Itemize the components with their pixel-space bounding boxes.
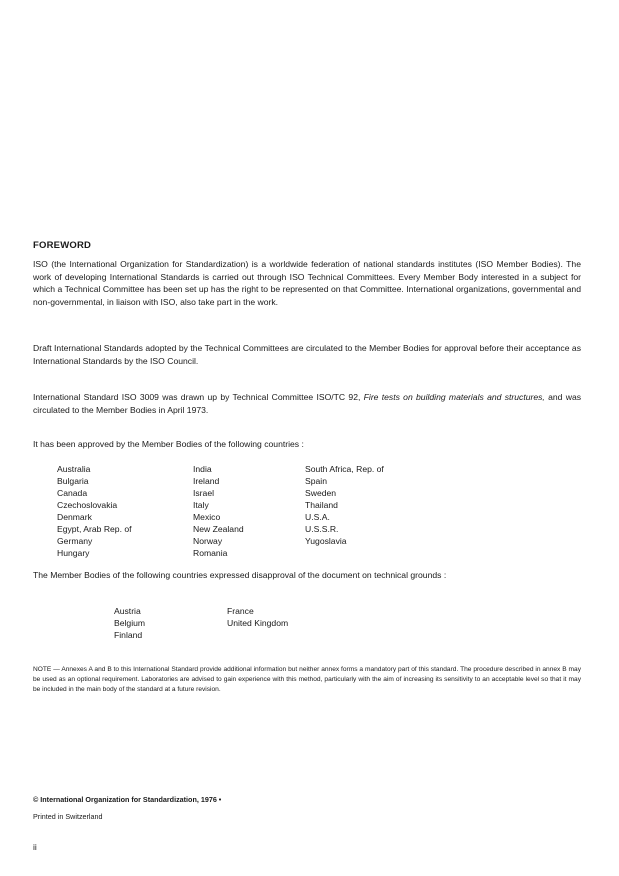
approval-intro: It has been approved by the Member Bodies of the following countries : [33,439,304,449]
country: Bulgaria [57,476,89,486]
country: Israel [193,488,215,498]
disapproving-countries-col1 [114,605,145,641]
country: Czechoslovakia [57,500,118,510]
country: New Zealand [193,524,244,534]
country: Romania [193,548,228,558]
country: Sweden [305,488,337,498]
country: Canada [57,488,88,498]
country: Thailand [305,500,338,510]
copyright-line: © International Organization for Standardization, 1976 • [33,795,222,804]
foreword-heading: FOREWORD [33,240,92,251]
country: Finland [114,630,143,640]
country: Austria [114,606,141,616]
country: Denmark [57,512,92,522]
country: Yugoslavia [305,536,347,546]
paragraph-standard-origin [33,391,581,416]
country: Australia [57,464,91,474]
disapproving-countries-col2 [227,605,288,629]
country: U.S.A. [305,512,330,522]
disapproval-intro: The Member Bodies of the following countries expressed disapproval of the document on technical grounds : [33,570,447,580]
committee-title: Fire tests on building materials and structures, [363,392,545,402]
country: Ireland [193,476,220,486]
country: India [193,464,212,474]
country: Hungary [57,548,90,558]
origin-text-after: and was circulated to the Member Bodies in April 1973. [33,392,582,415]
approved-countries-col1 [57,463,132,559]
country: Spain [305,476,327,486]
paragraph-draft-standards: Draft International Standards adopted by the Technical Committees are circulated to the Member Bodies for approval before their acceptance as International Standards by the ISO Council. [33,343,581,366]
country: U.S.S.R. [305,524,339,534]
country: South Africa, Rep. of [305,464,384,474]
country: Norway [193,536,223,546]
country: France [227,606,254,616]
country: Germany [57,536,93,546]
country: Belgium [114,618,146,628]
note-text: NOTE — Annexes A and B to this International Standard provide additional information but neither annex forms a mandatory part of this standard. The procedure described in annex B may be used as an optional requirement. Laboratories are advised to gain experience with this method, particularly with the aim of increasing its sensitivity to an acceptable level so that it may be included in the main body of the standard at a future revision. [33,666,581,694]
country: Egypt, Arab Rep. of [57,524,132,534]
approved-countries-col2 [193,463,244,559]
origin-text-before: International Standard ISO 3009 was drawn up by Technical Committee ISO/TC 92, [33,392,361,402]
country: United Kingdom [227,618,289,628]
country: Mexico [193,512,221,522]
page-number: ii [33,842,37,852]
paragraph-iso-intro: ISO (the International Organization for Standardization) is a worldwide federation of national standards institutes (ISO Member Bodies). The work of developing International Standards is carried out through ISO Technical Committees. Every Member Body interested in a subject for which a Technical Committee has been set up has the right to be represented on that Committee. International organizations, governmental and non-governmental, in liaison with ISO, also take part in the work. [33,259,581,307]
approved-countries-col3 [305,463,384,547]
country: Italy [193,500,209,510]
printed-in: Printed in Switzerland [33,812,103,821]
